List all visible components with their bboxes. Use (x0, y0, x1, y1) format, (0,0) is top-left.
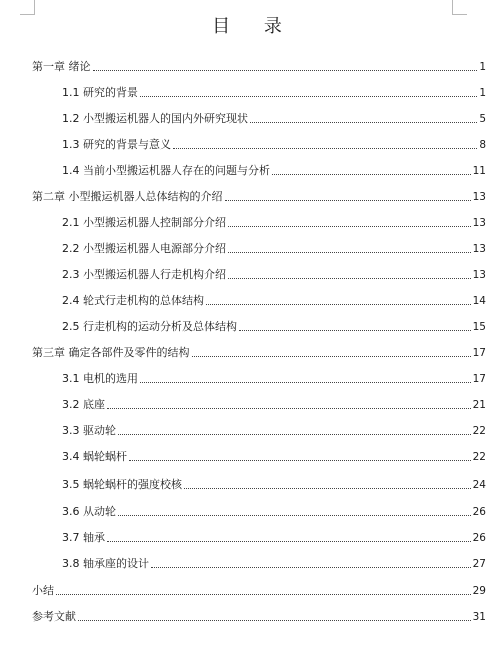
toc-entry[interactable] (62, 214, 486, 230)
toc-dot-leader (129, 460, 471, 461)
toc-entry-page-number: 17 (472, 347, 486, 359)
toc-entry[interactable] (32, 58, 486, 74)
toc-entry-page-number: 21 (472, 399, 486, 411)
toc-entry-page-number: 13 (472, 217, 486, 229)
toc-entry[interactable] (62, 292, 486, 308)
toc-entry-page-number: 1 (479, 87, 486, 99)
toc-entry-label: 3.5 蜗轮蜗杆的强度校核 (62, 478, 182, 491)
toc-dot-leader (151, 567, 471, 568)
toc-entry[interactable] (32, 608, 486, 624)
toc-entry-label: 小结 (32, 584, 54, 597)
toc-dot-leader (93, 70, 478, 71)
toc-entry-label: 2.2 小型搬运机器人电源部分介绍 (62, 242, 226, 255)
toc-entry-label: 1.3 研究的背景与意义 (62, 138, 171, 151)
toc-entry[interactable] (62, 136, 486, 152)
toc-entry-label: 2.3 小型搬运机器人行走机构介绍 (62, 268, 226, 281)
toc-entry[interactable] (32, 344, 486, 360)
toc-entry-page-number: 22 (472, 451, 486, 463)
toc-entry[interactable] (62, 370, 486, 386)
toc-entry-page-number: 8 (479, 139, 486, 151)
toc-entry-label: 3.1 电机的选用 (62, 372, 138, 385)
toc-dot-leader (228, 278, 471, 279)
toc-entry-page-number: 13 (472, 269, 486, 281)
toc-entry-page-number: 26 (472, 532, 486, 544)
toc-entry-page-number: 22 (472, 425, 486, 437)
toc-entry-page-number: 29 (472, 585, 486, 597)
toc-entry[interactable] (62, 110, 486, 126)
toc-entry[interactable] (62, 84, 486, 100)
toc-entry-label: 2.1 小型搬运机器人控制部分介绍 (62, 216, 226, 229)
toc-entry-page-number: 13 (472, 191, 486, 203)
toc-entry-label: 2.4 轮式行走机构的总体结构 (62, 294, 204, 307)
toc-dot-leader (173, 148, 477, 149)
toc-entry[interactable] (62, 448, 486, 464)
toc-entry[interactable] (62, 396, 486, 412)
toc-entry-label: 3.6 从动轮 (62, 505, 116, 518)
toc-entry[interactable] (62, 162, 486, 178)
toc-entry-label: 3.2 底座 (62, 398, 105, 411)
toc-dot-leader (107, 408, 471, 409)
toc-dot-leader (228, 226, 471, 227)
toc-entry-label: 第二章 小型搬运机器人总体结构的介绍 (32, 190, 223, 203)
toc-entry-label: 1.1 研究的背景 (62, 86, 138, 99)
toc-entry-page-number: 17 (472, 373, 486, 385)
toc-dot-leader (56, 594, 471, 595)
toc-entry-page-number: 26 (472, 506, 486, 518)
toc-entry-label: 1.4 当前小型搬运机器人存在的问题与分析 (62, 164, 270, 177)
toc-entry-page-number: 1 (479, 61, 486, 73)
toc-entry-page-number: 11 (472, 165, 486, 177)
toc-entry-label: 第一章 绪论 (32, 60, 91, 73)
toc-entry-label: 1.2 小型搬运机器人的国内外研究现状 (62, 112, 248, 125)
toc-entry-page-number: 5 (479, 113, 486, 125)
toc-entry-label: 第三章 确定各部件及零件的结构 (32, 346, 190, 359)
toc-dot-leader (228, 252, 471, 253)
toc-entry[interactable] (62, 266, 486, 282)
toc-dot-leader (192, 356, 471, 357)
toc-entry-page-number: 14 (472, 295, 486, 307)
toc-dot-leader (118, 434, 471, 435)
toc-dot-leader (78, 620, 471, 621)
toc-dot-leader (140, 96, 477, 97)
toc-dot-leader (140, 382, 471, 383)
toc-dot-leader (206, 304, 471, 305)
toc-entry-label: 3.7 轴承 (62, 531, 105, 544)
toc-entry-page-number: 27 (472, 558, 486, 570)
toc-entry[interactable] (62, 422, 486, 438)
toc-dot-leader (239, 330, 471, 331)
toc-entry[interactable] (32, 188, 486, 204)
toc-entry-label: 3.8 轴承座的设计 (62, 557, 149, 570)
toc-dot-leader (225, 200, 471, 201)
toc-entry-label: 参考文献 (32, 610, 76, 623)
toc-entry[interactable] (62, 555, 486, 571)
toc-entry-page-number: 24 (472, 479, 486, 491)
toc-entry-label: 2.5 行走机构的运动分析及总体结构 (62, 320, 237, 333)
toc-entry-label: 3.4 蜗轮蜗杆 (62, 450, 127, 463)
toc-entry-page-number: 13 (472, 243, 486, 255)
toc-dot-leader (272, 174, 471, 175)
toc-dot-leader (250, 122, 477, 123)
toc-entry[interactable] (62, 318, 486, 334)
toc-entry-page-number: 15 (472, 321, 486, 333)
toc-entry[interactable] (62, 503, 486, 519)
toc-entry-label: 3.3 驱动轮 (62, 424, 116, 437)
toc-entry[interactable] (32, 582, 486, 598)
toc-dot-leader (184, 488, 471, 489)
toc-entry[interactable] (62, 240, 486, 256)
toc-dot-leader (118, 515, 471, 516)
toc-entry[interactable] (62, 476, 486, 492)
toc-entry[interactable] (62, 529, 486, 545)
page-title: 目 录 (212, 16, 296, 37)
toc-dot-leader (107, 541, 471, 542)
toc-entry-page-number: 31 (472, 611, 486, 623)
